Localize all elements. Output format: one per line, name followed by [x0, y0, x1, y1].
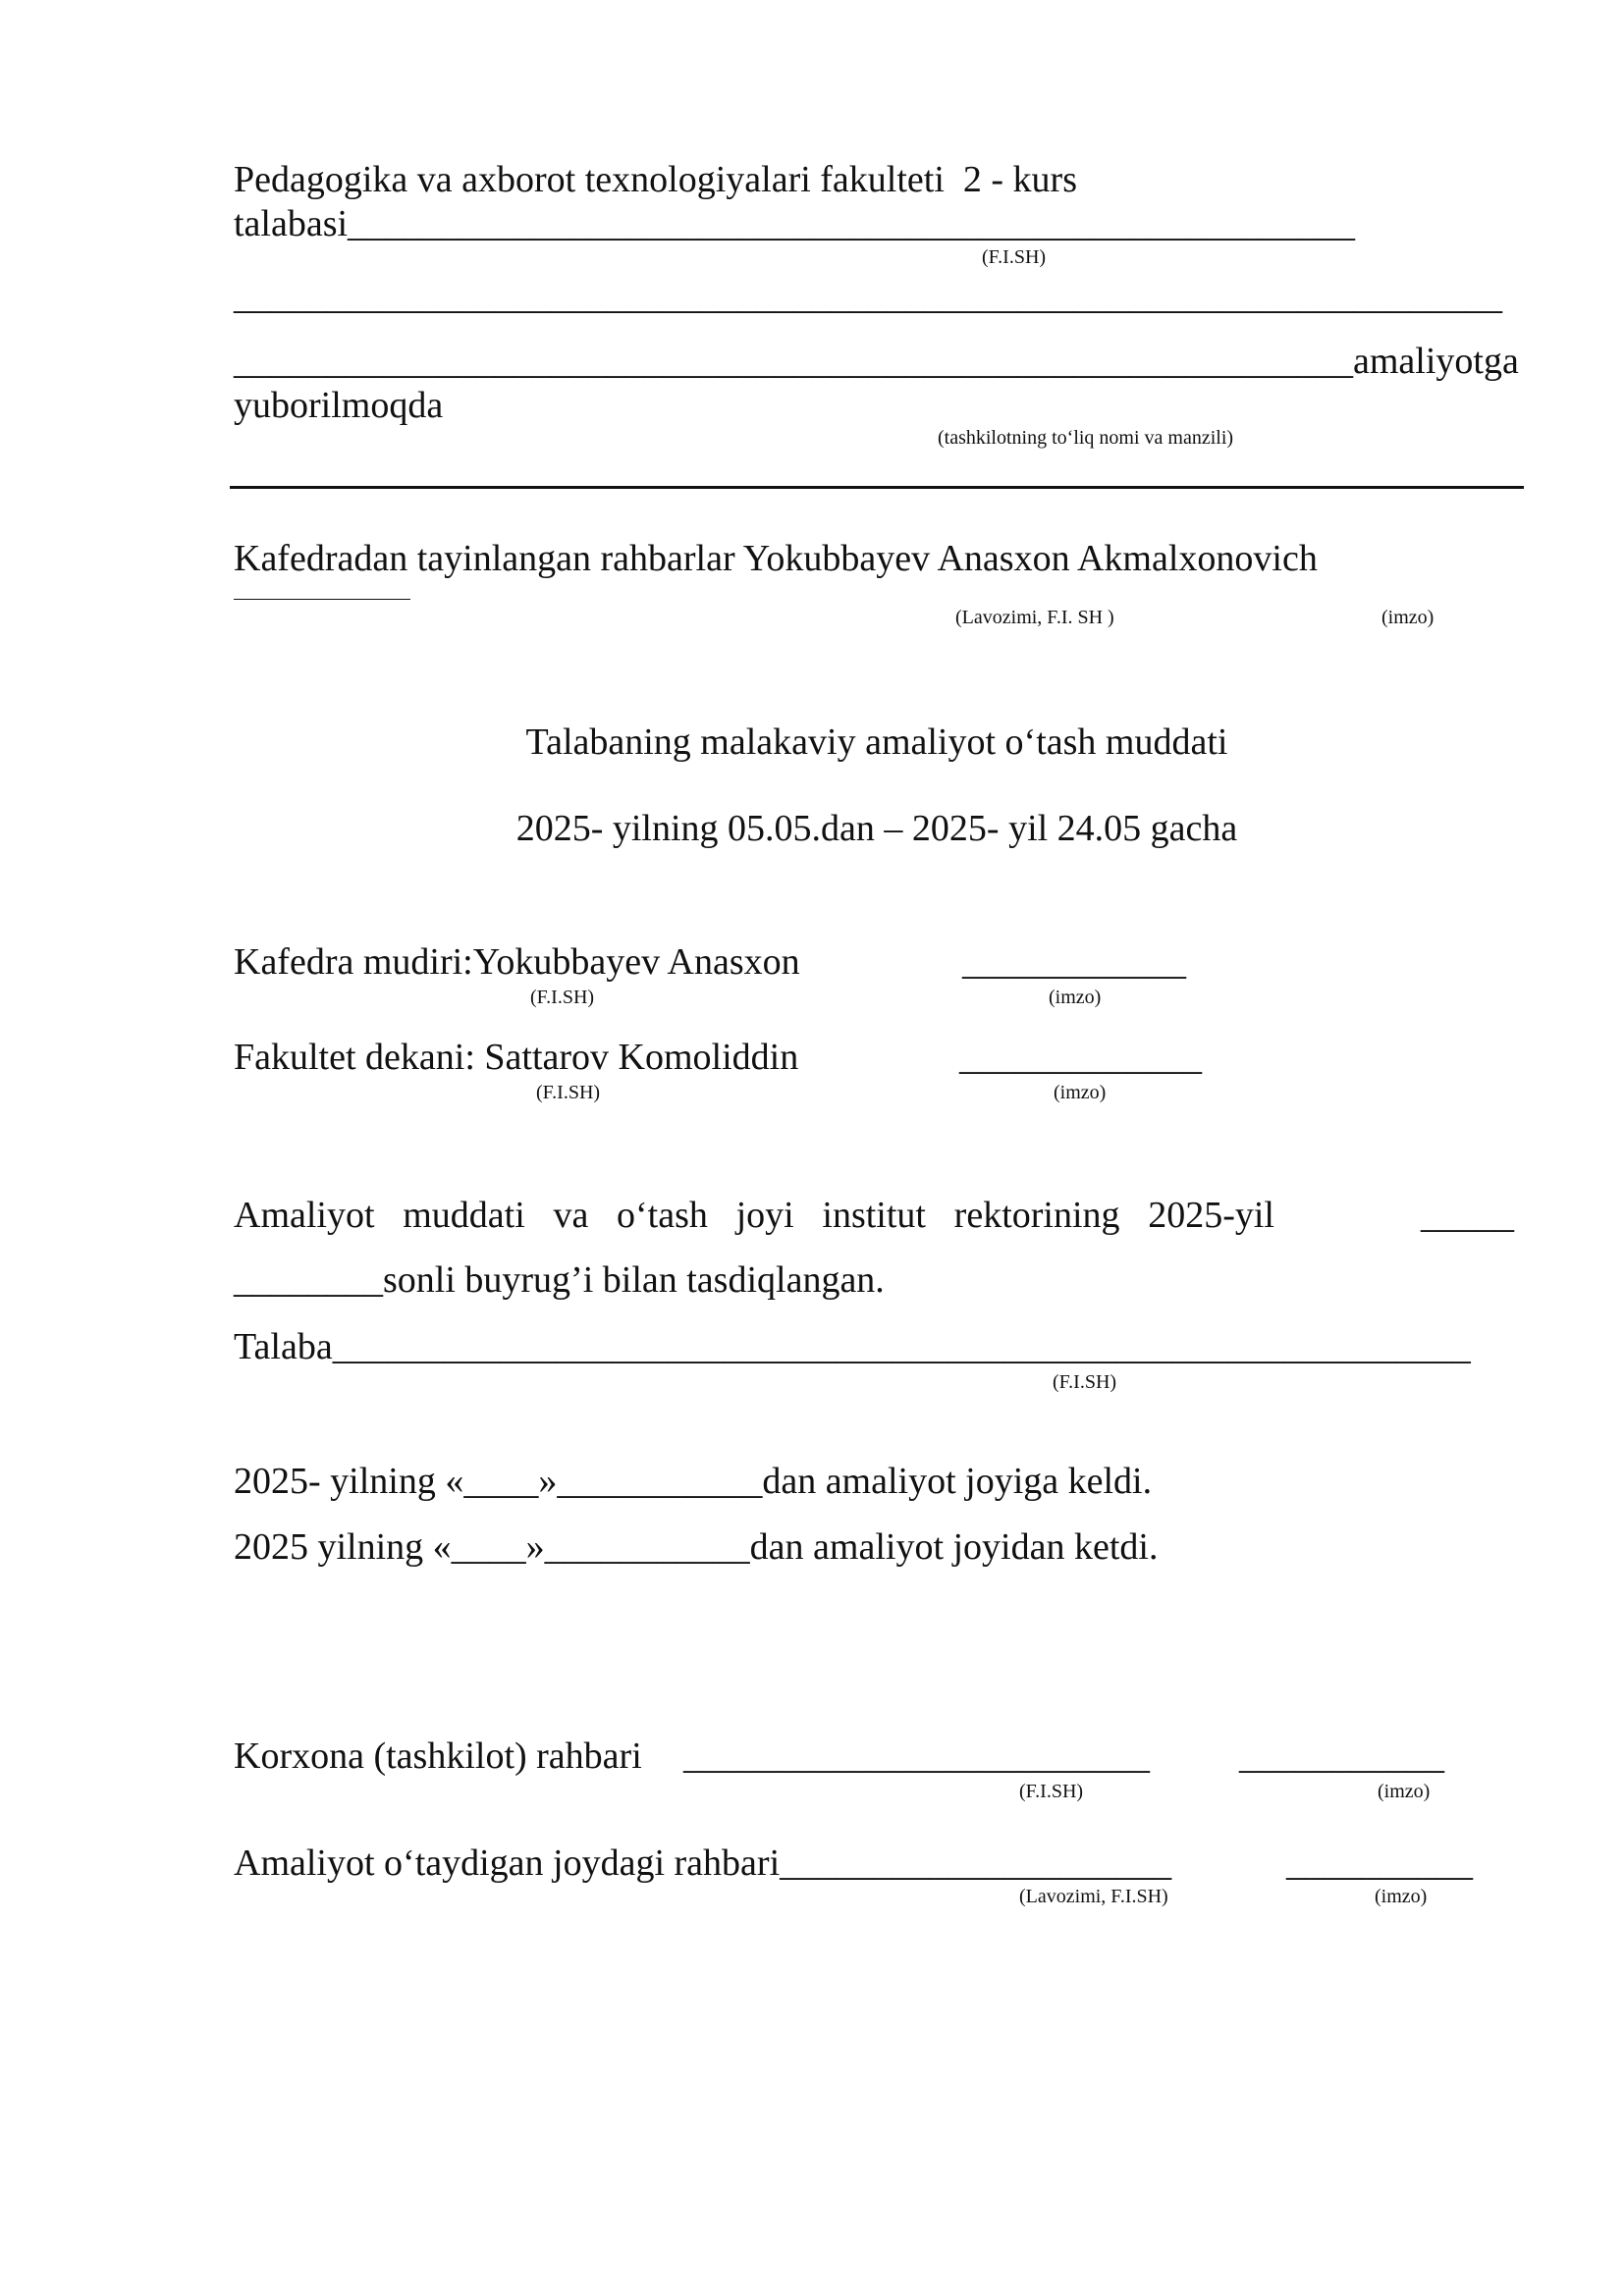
company-head-name-line: _________________________ — [683, 1735, 1150, 1777]
department-head-sign-line: ____________ — [962, 941, 1186, 983]
section-divider — [230, 486, 1524, 489]
departure-line: 2025 yilning «____»___________dan amaliyot joyidan ketdi. — [234, 1526, 1159, 1568]
order-number-blank: _____ — [1421, 1195, 1514, 1236]
dean-sign-line: _____________ — [959, 1037, 1202, 1078]
order-word: 2025-yil — [1148, 1195, 1274, 1236]
department-head-fish-caption: (F.I.SH) — [530, 987, 595, 1008]
supervisors-short-rule — [234, 599, 410, 600]
department-head-sign-caption: (imzo) — [1049, 987, 1102, 1008]
organization-caption: (tashkilotning to‘liq nomi va manzili) — [938, 427, 1234, 449]
period-dates: 2025- yilning 05.05.dan – 2025- yil 24.05 gacha — [515, 808, 1238, 849]
blank-line: ____________________________________________________________________ — [234, 276, 1502, 317]
student-line: Talaba_____________________________________________________________ — [234, 1326, 1471, 1367]
order-word: Amaliyot — [234, 1195, 375, 1236]
order-word: va — [553, 1195, 589, 1236]
organization-line: ____________________________________________________________amaliyotga — [234, 341, 1519, 382]
order-word: institut — [822, 1195, 926, 1236]
arrival-line: 2025- yilning «____»___________dan amaliyot joyiga keldi. — [234, 1461, 1153, 1502]
order-word: o‘tash — [617, 1195, 708, 1236]
company-head-sign-line: ___________ — [1239, 1735, 1444, 1777]
department-head-label: Kafedra mudiri:Yokubbayev Anasxon — [234, 941, 800, 983]
dean-label: Fakultet dekani: Sattarov Komoliddin — [234, 1037, 799, 1078]
order-justified-line — [234, 1197, 1274, 1234]
order-word: muddati — [403, 1195, 525, 1236]
period-title: Talabaning malakaviy amaliyot o‘tash muddati — [525, 721, 1228, 763]
site-head-position-caption: (Lavozimi, F.I.SH) — [1019, 1886, 1168, 1907]
faculty-course-line: Pedagogika va axborot texnologiyalari fakulteti 2 - kurs — [234, 159, 1077, 200]
supervisors-line: Kafedradan tayinlangan rahbarlar Yokubbayev Anasxon Akmalxonovich — [234, 538, 1318, 579]
company-head-label: Korxona (tashkilot) rahbari — [234, 1735, 642, 1777]
student-name-line: talabasi______________________________________________________ — [234, 203, 1356, 244]
supervisors-position-caption: (Lavozimi, F.I. SH ) — [955, 607, 1114, 628]
supervisors-signature-caption: (imzo) — [1381, 607, 1435, 628]
company-head-sign-caption: (imzo) — [1378, 1781, 1431, 1802]
dean-sign-caption: (imzo) — [1054, 1082, 1107, 1103]
dean-fish-caption: (F.I.SH) — [536, 1082, 601, 1103]
site-head-sign-caption: (imzo) — [1375, 1886, 1428, 1907]
order-approval-line: ________sonli buyrug’i bilan tasdiqlangan. — [234, 1259, 885, 1301]
student-fish-caption: (F.I.SH) — [1053, 1371, 1117, 1393]
fish-caption: (F.I.SH) — [982, 246, 1047, 268]
sent-label: yuborilmoqda — [234, 385, 444, 426]
company-head-fish-caption: (F.I.SH) — [1019, 1781, 1084, 1802]
site-head-line: Amaliyot o‘taydigan joydagi rahbari_____________________ — [234, 1842, 1172, 1884]
site-head-sign-line: __________ — [1286, 1842, 1473, 1884]
order-word: rektorining — [953, 1195, 1120, 1236]
order-word: joyi — [735, 1195, 794, 1236]
